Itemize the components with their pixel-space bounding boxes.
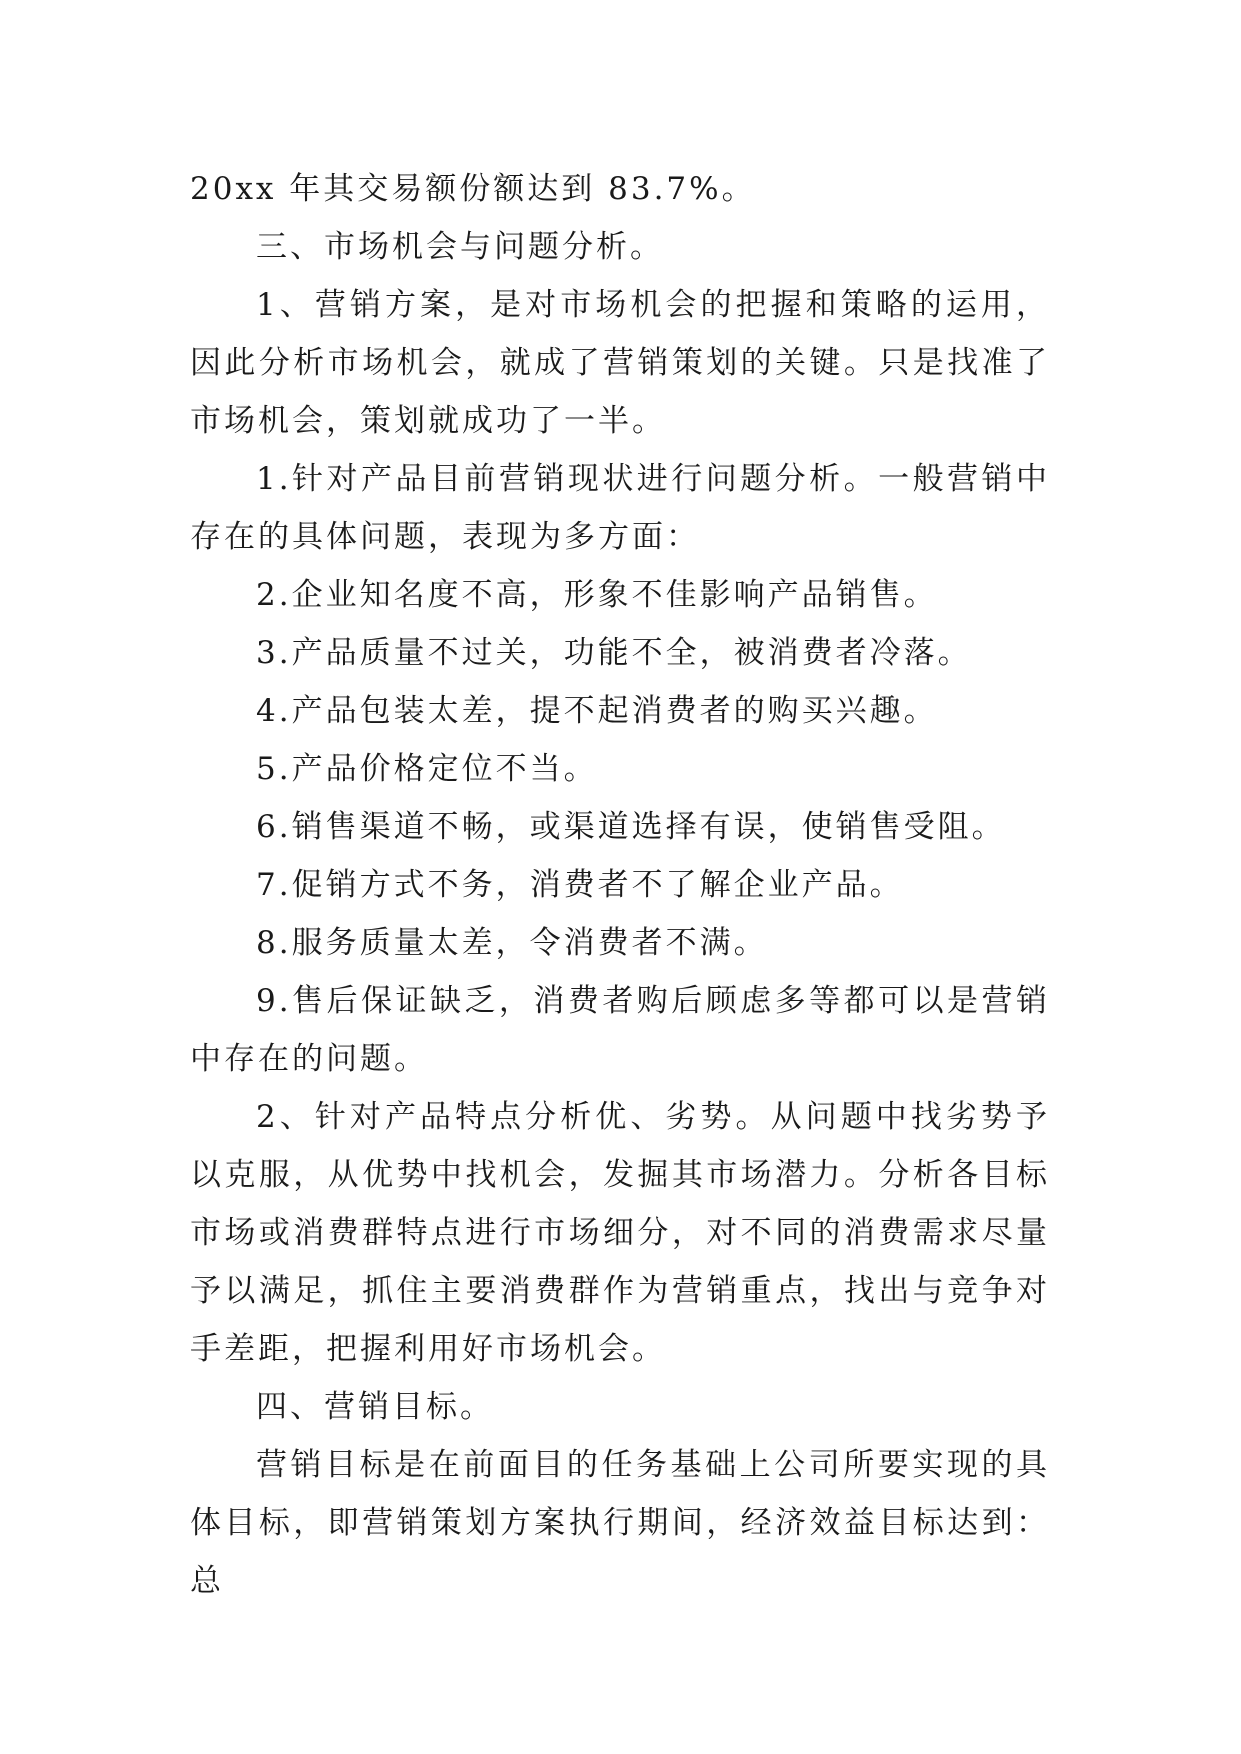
document-body <box>190 160 1050 1610</box>
list-item-7: 7.促销方式不务，消费者不了解企业产品。 <box>256 867 904 903</box>
list-item-9: 9.售后保证缺乏，消费者购后顾虑多等都可以是营销中存在的问题。 <box>190 983 1050 1077</box>
list-item-8: 8.服务质量太差，令消费者不满。 <box>256 925 768 961</box>
list-item-3: 3.产品质量不过关，功能不全，被消费者冷落。 <box>256 635 972 671</box>
paragraph-marketing-goals: 营销目标是在前面目的任务基础上公司所要实现的具体目标，即营销策划方案执行期间，经济效益目标达到：总 <box>190 1447 1050 1599</box>
paragraph-strengths-weaknesses: 2、针对产品特点分析优、劣势。从问题中找劣势予以克服，从优势中找机会，发掘其市场潜力。分析各目标市场或消费群特点进行市场细分，对不同的消费需求尽量予以满足，抓住主要消费群作为营销重点，找出与竞争对手差距，把握利用好市场机会。 <box>190 1099 1050 1367</box>
list-item-1: 1.针对产品目前营销现状进行问题分析。一般营销中存在的具体问题，表现为多方面： <box>190 461 1050 555</box>
paragraph-marketing-plan: 1、营销方案，是对市场机会的把握和策略的运用，因此分析市场机会，就成了营销策划的关键。只是找准了市场机会，策划就成功了一半。 <box>190 287 1050 439</box>
list-item-6: 6.销售渠道不畅，或渠道选择有误，使销售受阻。 <box>256 809 1006 845</box>
list-item-2: 2.企业知名度不高，形象不佳影响产品销售。 <box>256 577 938 613</box>
paragraph-market-share: 20xx 年其交易额份额达到 83.7%。 <box>190 171 756 207</box>
list-item-5: 5.产品价格定位不当。 <box>256 751 598 787</box>
list-item-4: 4.产品包装太差，提不起消费者的购买兴趣。 <box>256 693 938 729</box>
heading-market-opportunity: 三、市场机会与问题分析。 <box>256 229 664 265</box>
heading-marketing-goals: 四、营销目标。 <box>256 1389 494 1425</box>
